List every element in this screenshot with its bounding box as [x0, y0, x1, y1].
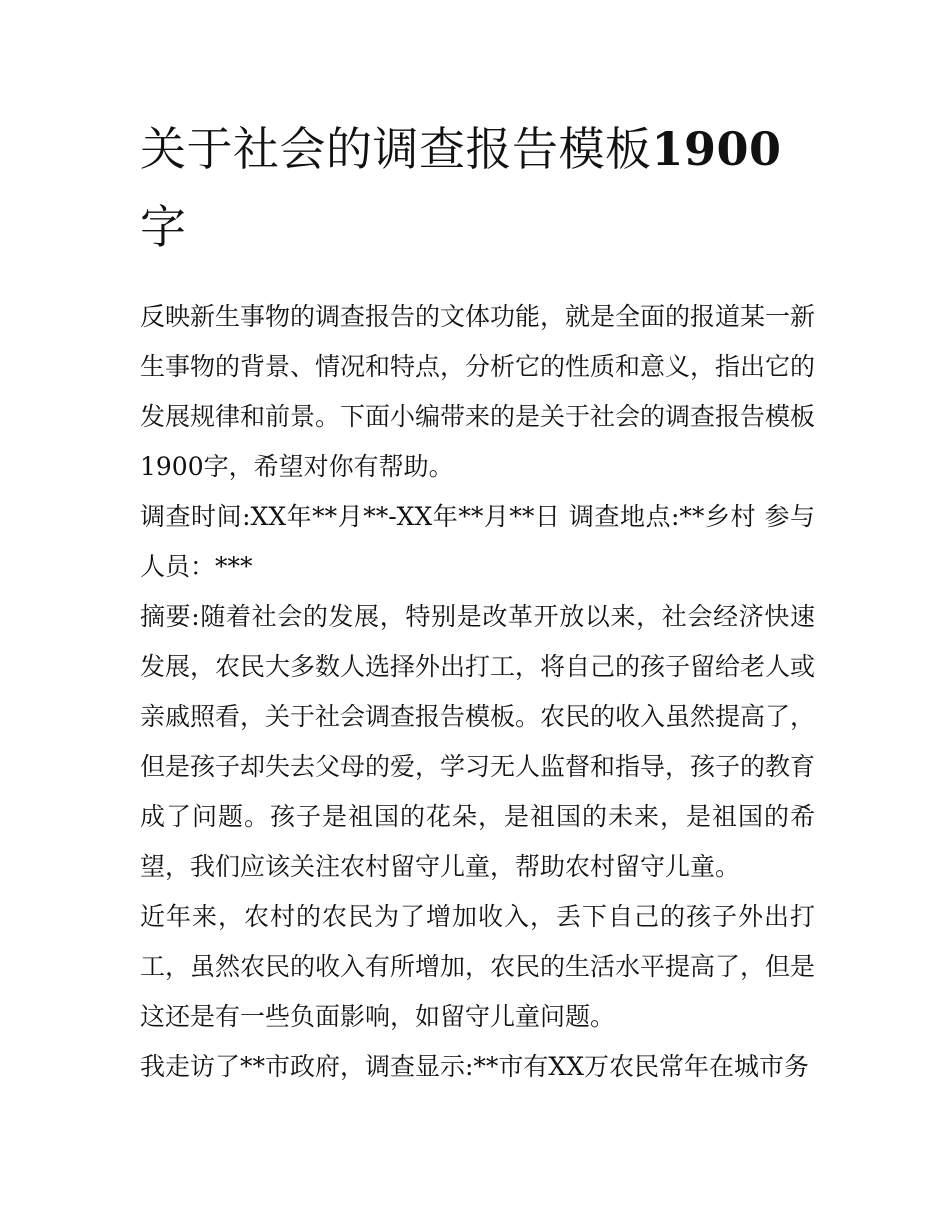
title-text: 关于社会的调查报告模板 [140, 122, 652, 176]
background-paragraph: 近年来，农村的农民为了增加收入，丢下自己的孩子外出打工，虽然农民的收入有所增加，农民的生活水平提高了，但是这还是有一些负面影响，如留守儿童问题。 [140, 902, 816, 1031]
document-title [140, 110, 815, 266]
document-body [140, 292, 815, 1092]
findings-paragraph: 我走访了**市政府，调查显示:**市有XX万农民常年在城市务 [140, 1052, 810, 1081]
document-content [140, 110, 815, 1092]
survey-info-paragraph: 调查时间:XX年**月**-XX年**月**日 调查地点:**乡村 参与人员：*** [140, 502, 815, 581]
title-number: 1900 [651, 122, 782, 176]
abstract-paragraph: 摘要:随着社会的发展，特别是改革开放以来，社会经济快速发展，农民大多数人选择外出打工，将自己的孩子留给老人或亲戚照看，关于社会调查报告模板。农民的收入虽然提高了，但是孩子却失去父母的爱，学习无人监督和指导，孩子的教育成了问题。孩子是祖国的花朵，是祖国的未来，是祖国的希望，我们应该关注农村留守儿童，帮助农村留守儿童。 [140, 602, 816, 881]
title-suffix: 字 [140, 200, 187, 254]
intro-paragraph: 反映新生事物的调查报告的文体功能，就是全面的报道某一新生事物的背景、情况和特点，分析它的性质和意义，指出它的发展规律和前景。下面小编带来的是关于社会的调查报告模板1900字，希望对你有帮助。 [140, 302, 816, 481]
